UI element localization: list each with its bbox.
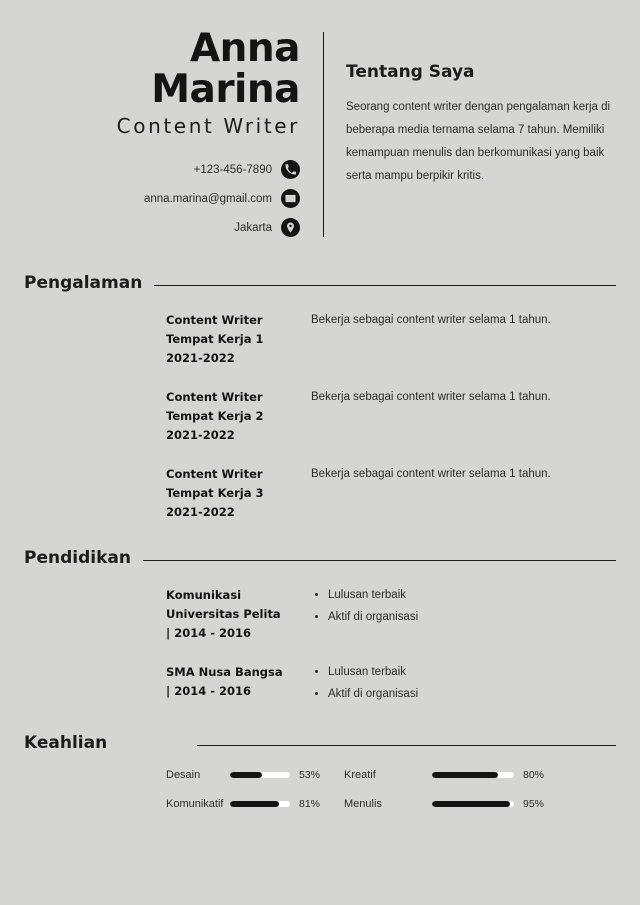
education-item-meta [166,586,311,643]
skill-percent: 80% [523,769,545,781]
skills-column-left [24,769,320,827]
experience-description: Bekerja sebagai content writer selama 1 tahun. [311,391,551,403]
header-identity [24,28,324,247]
education-bullet: • Lulusan terbaik [328,586,579,605]
experience-item-meta [166,388,311,445]
experience-item [24,388,616,445]
contact-email [24,189,300,208]
contact-location [24,218,300,237]
contact-phone-text: +123-456-7890 [193,163,272,176]
resume-header [0,0,640,247]
experience-list [0,293,640,522]
skills-header [0,733,640,753]
location-pin-icon [281,218,300,237]
skill-name: Kreatif [344,769,376,781]
about-text: Seorang content writer dengan pengalaman kerja di beberapa media ternama selama 7 tahun. Memiliki kemampuan menulis dan berkomunikasi yang baik serta mampu berpikir kritis. [346,101,611,182]
skill-bar-fill [432,801,510,807]
skill-row [166,798,320,810]
skills-title: Keahlian [24,733,108,753]
education-highlights [311,663,579,707]
contact-email-text: anna.marina@gmail.com [143,192,272,205]
experience-item [24,311,616,368]
job-title: Content Writer [116,114,300,138]
experience-place: Tempat Kerja 2 [166,409,264,423]
education-program: Komunikasi [166,588,242,602]
skill-bar-fill [432,772,498,778]
skills-divider [197,745,616,746]
skill-percent: 53% [298,769,320,781]
education-list [0,568,640,707]
experience-period: 2021-2022 [166,428,235,442]
skill-percent: 95% [523,798,545,810]
experience-item-meta [166,465,311,522]
education-program: SMA Nusa Bangsa [166,665,283,679]
skill-name: Menulis [344,798,382,810]
experience-description: Bekerja sebagai content writer selama 1 tahun. [311,314,551,326]
name-first: Anna [189,26,300,71]
experience-role: Content Writer [166,390,263,404]
experience-item [24,465,616,522]
experience-role: Content Writer [166,467,263,481]
education-title: Pendidikan [24,548,131,568]
education-bullet: • Aktif di organisasi [328,685,579,704]
skill-bar-track [230,772,290,778]
education-bullet: • Lulusan terbaik [328,663,579,682]
skill-bar-fill [230,772,262,778]
experience-place: Tempat Kerja 3 [166,486,264,500]
experience-title: Pengalaman [24,273,143,293]
education-period: | 2014 - 2016 [166,684,251,698]
education-item [24,663,616,707]
experience-role: Content Writer [166,313,263,327]
experience-period: 2021-2022 [166,351,235,365]
envelope-icon [281,189,300,208]
skill-bar-fill [230,801,278,807]
education-highlights [311,586,579,643]
skill-name: Desain [166,769,201,781]
contact-location-text: Jakarta [234,221,272,234]
education-item [24,586,616,643]
skills-column-right [320,769,616,827]
contact-list [24,160,300,237]
skill-row [344,798,616,810]
education-bullet: • Aktif di organisasi [328,608,579,627]
skill-percent: 81% [298,798,320,810]
skill-bar-track [432,772,514,778]
experience-place: Tempat Kerja 1 [166,332,264,346]
skill-bar-track [432,801,514,807]
education-item-meta [166,663,311,707]
about-section [324,28,616,247]
experience-item-meta [166,311,311,368]
education-period: | 2014 - 2016 [166,626,251,640]
about-title: Tentang Saya [346,62,475,82]
contact-phone [24,160,300,179]
education-header [0,548,640,568]
skill-row [166,769,320,781]
experience-description: Bekerja sebagai content writer selama 1 tahun. [311,468,551,480]
education-divider [143,560,616,561]
experience-divider [154,285,616,286]
experience-header [0,273,640,293]
skills-section [0,753,640,827]
name-last: Marina [151,67,300,112]
education-institution: Universitas Pelita [166,607,281,621]
skill-bar-track [230,801,290,807]
skill-name: Komunikatif [166,798,224,810]
experience-period: 2021-2022 [166,505,235,519]
phone-icon [281,160,300,179]
skill-row [344,769,616,781]
